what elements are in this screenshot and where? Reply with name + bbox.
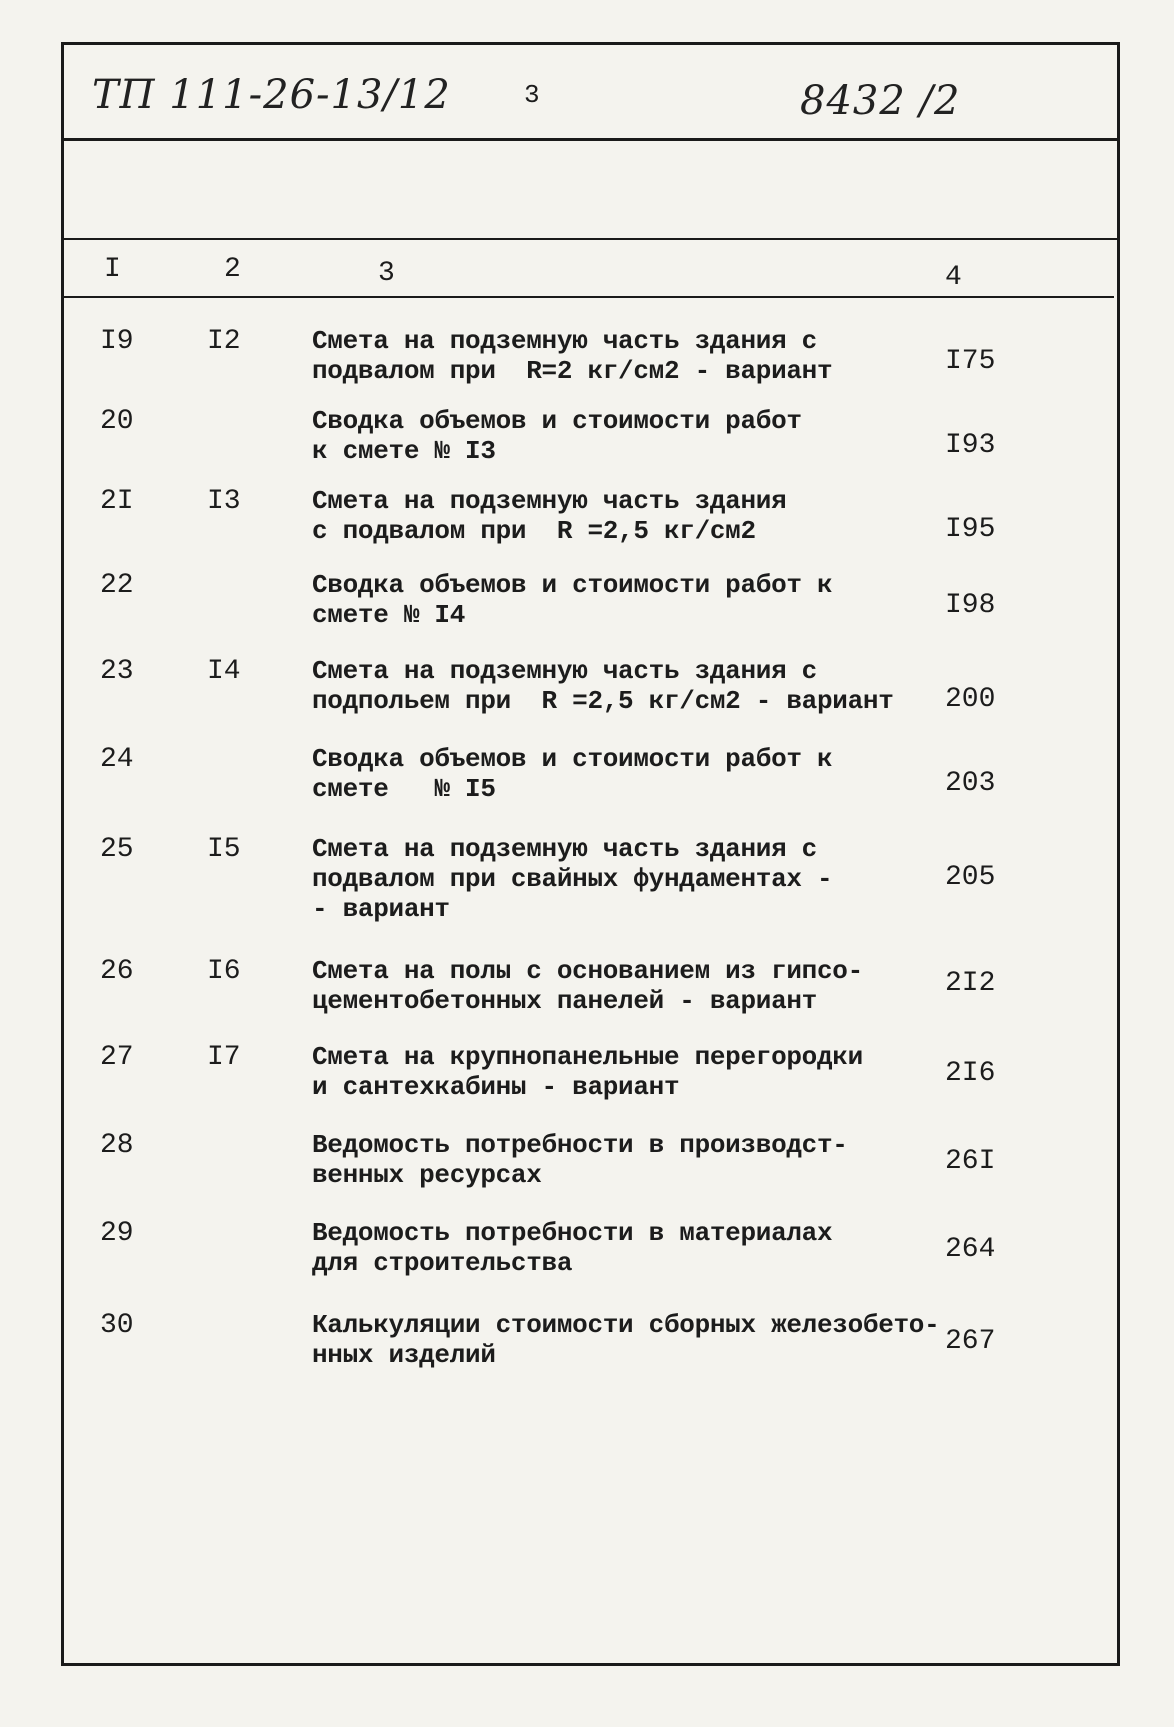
page-ref: I93	[945, 430, 996, 461]
page-ref: 200	[945, 684, 996, 715]
row-title-line: Сводка объемов и стоимости работ к	[312, 744, 833, 774]
column-header-rule	[64, 296, 1114, 298]
row-title	[312, 656, 932, 716]
row-title-line: с подвалом при R =2,5 кг/см2	[312, 516, 756, 546]
row-title-line: подвалом при свайных фундаментах -	[312, 864, 833, 894]
estimate-number: I6	[207, 956, 241, 987]
page-ref: I75	[945, 346, 996, 377]
row-number: 26	[100, 956, 134, 987]
row-number: 28	[100, 1130, 134, 1161]
row-title	[312, 486, 932, 546]
page-ref: I98	[945, 590, 996, 621]
estimate-number: I5	[207, 834, 241, 865]
row-title-line: цементобетонных панелей - вариант	[312, 986, 817, 1016]
page-ref: 203	[945, 768, 996, 799]
row-title-line: венных ресурсах	[312, 1160, 542, 1190]
page-ref: 264	[945, 1234, 996, 1265]
row-number: 2I	[100, 486, 134, 517]
row-title	[312, 326, 932, 386]
row-title	[312, 956, 932, 1016]
row-title-line: нных изделий	[312, 1340, 496, 1370]
row-title-line: Смета на подземную часть здания с	[312, 656, 817, 686]
column-header-4: 4	[945, 262, 962, 293]
doc-code: ТП 111-26-13/12	[92, 72, 451, 118]
column-header-3: 3	[378, 258, 395, 289]
row-title	[312, 1042, 932, 1102]
row-title-line: для строительства	[312, 1248, 573, 1278]
page-ref: 2I2	[945, 968, 996, 999]
row-number: 23	[100, 656, 134, 687]
row-title	[312, 570, 932, 630]
page-ref: 2I6	[945, 1058, 996, 1089]
page-ref: 205	[945, 862, 996, 893]
row-title-line: подвалом при R=2 кг/см2 - вариант	[312, 356, 833, 386]
row-title-line: к смете № I3	[312, 436, 496, 466]
row-title-line: Смета на подземную часть здания с	[312, 326, 817, 356]
row-title-line: Калькуляции стоимости сборных железобето-	[312, 1310, 940, 1340]
row-title	[312, 1310, 940, 1370]
page-ref: 26I	[945, 1146, 996, 1177]
row-number: 25	[100, 834, 134, 865]
row-title-line: Смета на подземную часть здания с	[312, 834, 817, 864]
row-number: I9	[100, 326, 134, 357]
row-title	[312, 834, 932, 924]
column-header-2: 2	[224, 254, 241, 285]
row-title	[312, 406, 932, 466]
row-title-line: Смета на крупнопанельные перегородки	[312, 1042, 863, 1072]
row-title-line: и сантехкабины - вариант	[312, 1072, 680, 1102]
header-rule	[61, 138, 1120, 141]
estimate-number: I4	[207, 656, 241, 687]
column-header-1: I	[104, 254, 121, 285]
album-number: 8432 /2	[800, 78, 961, 124]
row-title-line: - вариант	[312, 894, 450, 924]
row-title-line: Смета на полы с основанием из гипсо-	[312, 956, 863, 986]
row-title-line: Ведомость потребности в производст-	[312, 1130, 848, 1160]
row-number: 30	[100, 1310, 134, 1341]
row-number: 20	[100, 406, 134, 437]
page-ref: 267	[945, 1326, 996, 1357]
row-title-line: смете № I4	[312, 600, 466, 630]
row-title	[312, 744, 932, 804]
page-ref: I95	[945, 514, 996, 545]
page-number: 3	[524, 80, 540, 110]
row-number: 22	[100, 570, 134, 601]
row-title-line: Ведомость потребности в материалах	[312, 1218, 833, 1248]
row-title-line: Сводка объемов и стоимости работ к	[312, 570, 833, 600]
row-title-line: подпольем при R =2,5 кг/см2 - вариант	[312, 686, 894, 716]
row-title	[312, 1218, 932, 1278]
row-number: 29	[100, 1218, 134, 1249]
row-title-line: смете № I5	[312, 774, 496, 804]
row-title	[312, 1130, 932, 1190]
row-title-line: Сводка объемов и стоимости работ	[312, 406, 802, 436]
row-number: 27	[100, 1042, 134, 1073]
estimate-number: I2	[207, 326, 241, 357]
estimate-number: I7	[207, 1042, 241, 1073]
row-number: 24	[100, 744, 134, 775]
table-top-rule	[61, 238, 1120, 240]
estimate-number: I3	[207, 486, 241, 517]
row-title-line: Смета на подземную часть здания	[312, 486, 787, 516]
